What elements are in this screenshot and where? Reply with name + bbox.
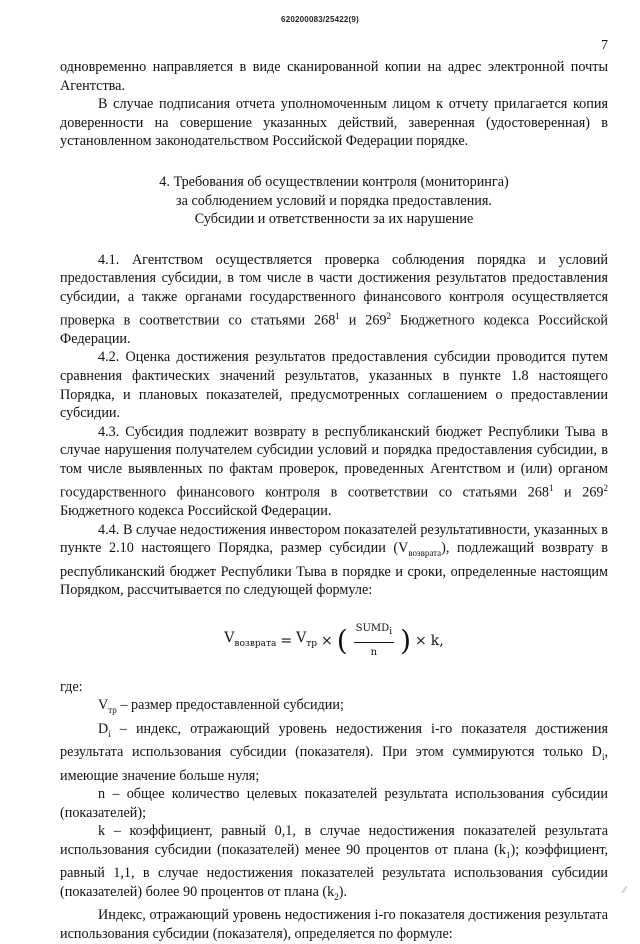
formula-numerator [354,620,394,644]
p41-sup-2: 2 [386,310,392,321]
formula-num-sub: i [389,626,393,637]
p43-text-c: Бюджетного кодекса Российской Федерации. [60,502,332,519]
def-k-text-b: ); коэффициент, равный 1,1, в случае недостижения показателей результата использования субсидии (показателей) более 90 процентов от плана (k [60,841,608,900]
def-vtr-sub: тр [108,705,117,716]
p43-text-a: 4.3. Субсидия подлежит возврату в республиканский бюджет Республики Тыва в случае нарушения получателем субсидии условий и порядка предоставления субсидии, в том числе выявленных по фактам проверок, проведенных Агентством и (или) органом государственного финансового контроля в соответствии со статьями 268 [60,423,608,501]
def-k-sub-1: 1 [506,849,511,860]
refund-formula [60,620,608,660]
p43-text-b: и 269 [553,484,604,501]
def-d-text: – индекс, отражающий уровень недостижения i-го показателя достижения результата использования субсидии (показателя). При этом суммируются только D [60,720,608,761]
p44-text-a: 4.4. В случае недостижения инвестором показателей результативности, указанных в пункте 2.10 настоящего Порядка, размер субсидии (V [60,521,608,557]
def-vtr [60,696,608,719]
p41-sup-1: 1 [335,310,340,321]
formula-equals: = [280,633,293,650]
formula-v-sub: тр [306,638,317,649]
corner-mark: ⁄⁄ [622,885,626,895]
document-number: 620200083/25422(9) [281,15,359,24]
p44-text-b: ), подлежащий возврату в республиканский бюджет Республики Тыва в порядке и сроки, определенные настоящим Порядком, рассчитывается по следующей формуле: [60,540,608,599]
p41-text-b: и 269 [339,312,387,329]
paragraph-proxy: В случае подписания отчета уполномоченным лицом к отчету прилагается копия доверенности на совершение указанных действий, заверенная (удостоверенная) в установленном законодательством Российской Федерации порядке. [60,96,608,150]
formula-denominator: n [370,647,378,659]
paragraph-4-2: 4.2. Оценка достижения результатов предоставления субсидии проводится путем сравнения фактических значений результатов, указанных в пункте 1.8 настоящего Порядка, и плановых показателей, предусмотренных соглашением о предоставлении субсидии. [60,349,608,422]
p43-sup-1: 1 [548,482,554,493]
def-d-sub-2: i [601,752,605,762]
def-d-text-end: , имеющие значение больше нуля; [60,744,608,784]
formula-paren-open: ( [336,624,348,658]
formula-paren-close: ) [400,624,412,658]
p41-text-a: 4.1. Агентством осуществляется проверка соблюдения порядка и условий предоставления субсидии, в том числе в части достижения результатов предоставления субсидии, а также органами государственного финансового контроля осуществляется проверка в соответствии со статьями 268 [60,251,608,329]
document-body [60,58,608,944]
section-heading-line-3: Субсидии и ответственности за их нарушение [194,211,474,228]
section-heading [60,173,608,229]
p43-sup-2: 2 [603,482,609,493]
page-number: 7 [601,38,608,53]
def-vtr-text: – размер предоставленной субсидии; [116,697,344,714]
where-label: где: [60,678,83,695]
formula-vtr [296,629,317,653]
formula-v-symbol: V [296,630,307,647]
p44-sub: возврата [408,547,442,558]
def-d-symbol: D [98,720,109,737]
def-d-sub: i [108,728,111,739]
paragraph-4-4 [60,521,608,600]
def-n: n – общее количество целевых показателей результата использования субсидии (показателей); [60,786,608,821]
def-d [60,720,608,785]
def-vtr-symbol: V [98,697,109,714]
formula-num-text: SUMD [355,622,390,634]
def-k-text-a: k – коэффициент, равный 0,1, в случае недостижения показателей результата использования субсидии (показателей) менее 90 процентов от плана (k [60,823,608,858]
section-heading-line-1: 4. Требования об осуществлении контроля (мониторинга) [159,173,509,190]
formula-times-2: × [415,633,427,650]
def-k-sub-2: 2 [334,891,339,902]
formula-k: k, [430,633,444,650]
formula-fraction [354,620,394,663]
formula-lhs-symbol: V [224,630,235,647]
formula-times-1: × [320,633,333,650]
p41-text-c: Бюджетного кодекса Российской Федерации. [60,312,609,347]
formula-lhs-sub: возврата [234,638,277,649]
def-k [60,822,608,906]
paragraph-continuation: одновременно направляется в виде сканированной копии на адрес электронной почты Агентства. [60,59,608,94]
def-k-text-c: ). [338,883,348,900]
paragraph-4-3 [60,423,608,521]
paragraph-index-formula-intro: Индекс, отражающий уровень недостижения i-го показателя достижения результата использования субсидии (показателя), определяется по формуле: [60,907,608,942]
section-heading-line-2: за соблюдением условий и порядка предоставления. [176,192,492,209]
paragraph-4-1 [60,251,608,349]
formula-lhs [224,629,276,653]
